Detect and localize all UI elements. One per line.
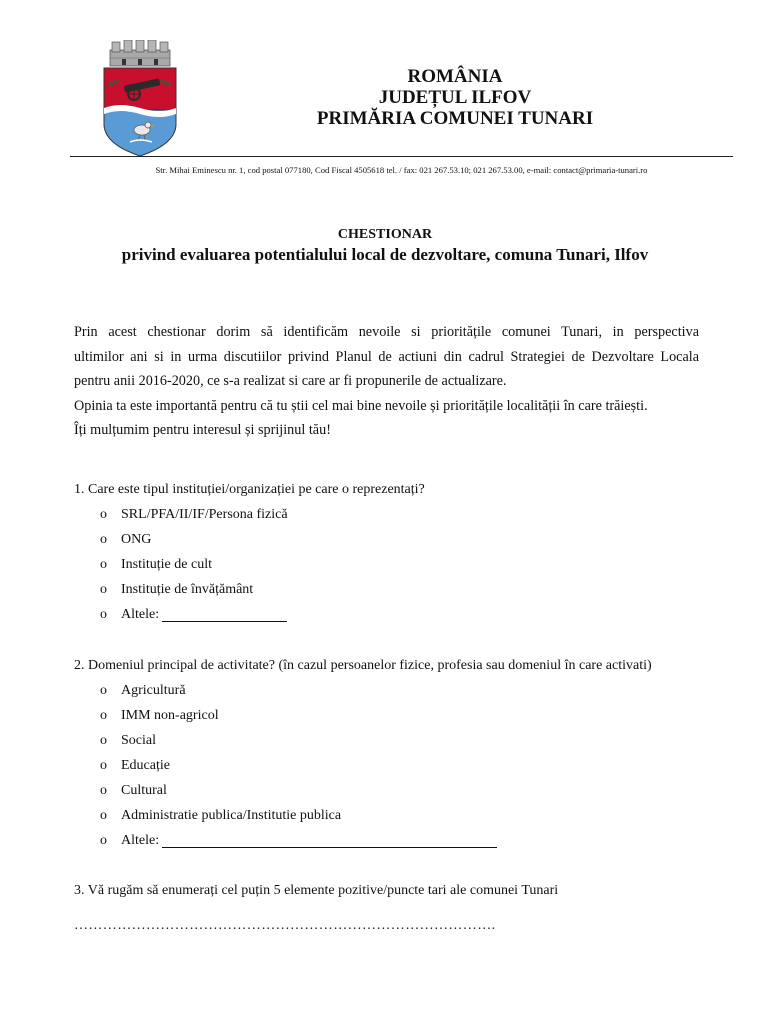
other-answer-blank[interactable] [162, 607, 287, 622]
contact-address: Str. Mihai Eminescu nr. 1, cod postal 077180, Cod Fiscal 4505618 tel. / fax: 021 267.53.10; 021 267.53.00, e-mail: contact@primaria-tunari.ro [155, 165, 648, 175]
bullet-icon: o [100, 783, 107, 798]
option-label: SRL/PFA/II/IF/Persona fizică [121, 507, 288, 522]
option-label: Administratie publica/Institutie publica [121, 808, 342, 823]
question-text: 3. Vă rugăm să enumerați cel puțin 5 elemente pozitive/puncte tari ale comunei Tunari [74, 883, 559, 898]
option-label: Altele: [121, 833, 160, 848]
bullet-icon: o [100, 557, 107, 572]
bullet-icon: o [100, 532, 107, 547]
country-name: ROMÂNIA [407, 66, 503, 87]
institution-name: PRIMĂRIA COMUNEI TUNARI [316, 108, 594, 129]
question-text: 2. Domeniul principal de activitate? (în cazul persoanelor fizice, profesia sau domeniul în care activati) [74, 658, 652, 673]
option-label: Educație [121, 758, 170, 773]
answer-option-other[interactable] [74, 602, 724, 627]
bullet-icon: o [100, 582, 107, 597]
answer-option[interactable] [74, 577, 724, 602]
answer-option[interactable] [74, 778, 724, 803]
answer-option[interactable] [74, 502, 724, 527]
answer-option-other[interactable] [74, 828, 724, 853]
intro-line: ultimilor ani si in urma discutiilor privind Planul de actiuni din cadrul Strategiei de Dezvoltare Locala [74, 348, 699, 365]
answer-option[interactable] [74, 678, 724, 703]
bullet-icon: o [100, 833, 107, 848]
question-1 [74, 477, 724, 627]
option-label: ONG [121, 532, 152, 547]
bullet-icon: o [100, 708, 107, 723]
option-label: Agricultură [121, 683, 186, 698]
coat-of-arms-logo [100, 40, 180, 158]
bullet-icon: o [100, 507, 107, 522]
option-label: Cultural [121, 783, 167, 798]
letterhead [250, 66, 660, 129]
bullet-icon: o [100, 758, 107, 773]
answer-option[interactable] [74, 753, 724, 778]
bullet-icon: o [100, 607, 107, 622]
bullet-icon: o [100, 808, 107, 823]
intro-line: Prin acest chestionar dorim să identificăm nevoile si prioritățile comunei Tunari, in perspectiva [74, 324, 699, 340]
document-label: CHESTIONAR [337, 227, 433, 242]
option-label: Instituție de învățământ [121, 582, 254, 597]
document-title: privind evaluarea potentialului local de dezvoltare, comuna Tunari, Ilfov [121, 245, 649, 264]
question-text: 1. Care este tipul instituției/organizației pe care o reprezentați? [74, 482, 425, 497]
answer-option[interactable] [74, 703, 724, 728]
answer-line[interactable]: ……………………………………………………………………………. [74, 918, 496, 933]
option-label: IMM non-agricol [121, 708, 219, 723]
question-2 [74, 653, 724, 853]
option-label: Altele: [121, 607, 160, 622]
intro-line: Opinia ta este importantă pentru că tu știi cel mai bine nevoile și prioritățile localității în care trăiești. [74, 397, 648, 414]
answer-option[interactable] [74, 527, 724, 552]
option-label: Social [121, 733, 156, 748]
option-label: Instituție de cult [121, 557, 212, 572]
header-divider [70, 156, 733, 157]
intro-line: Îți mulțumim pentru interesul și sprijinul tău! [74, 422, 331, 438]
bullet-icon: o [100, 683, 107, 698]
bullet-icon: o [100, 733, 107, 748]
intro-line: pentru anii 2016-2020, ce s-a realizat si care ar fi propunerile de actualizare. [74, 373, 507, 389]
question-3 [74, 878, 724, 938]
intro-paragraph [74, 320, 699, 443]
other-answer-blank[interactable] [162, 833, 497, 848]
answer-option[interactable] [74, 728, 724, 753]
answer-option[interactable] [74, 552, 724, 577]
county-name: JUDEȚUL ILFOV [378, 87, 532, 108]
answer-option[interactable] [74, 803, 724, 828]
